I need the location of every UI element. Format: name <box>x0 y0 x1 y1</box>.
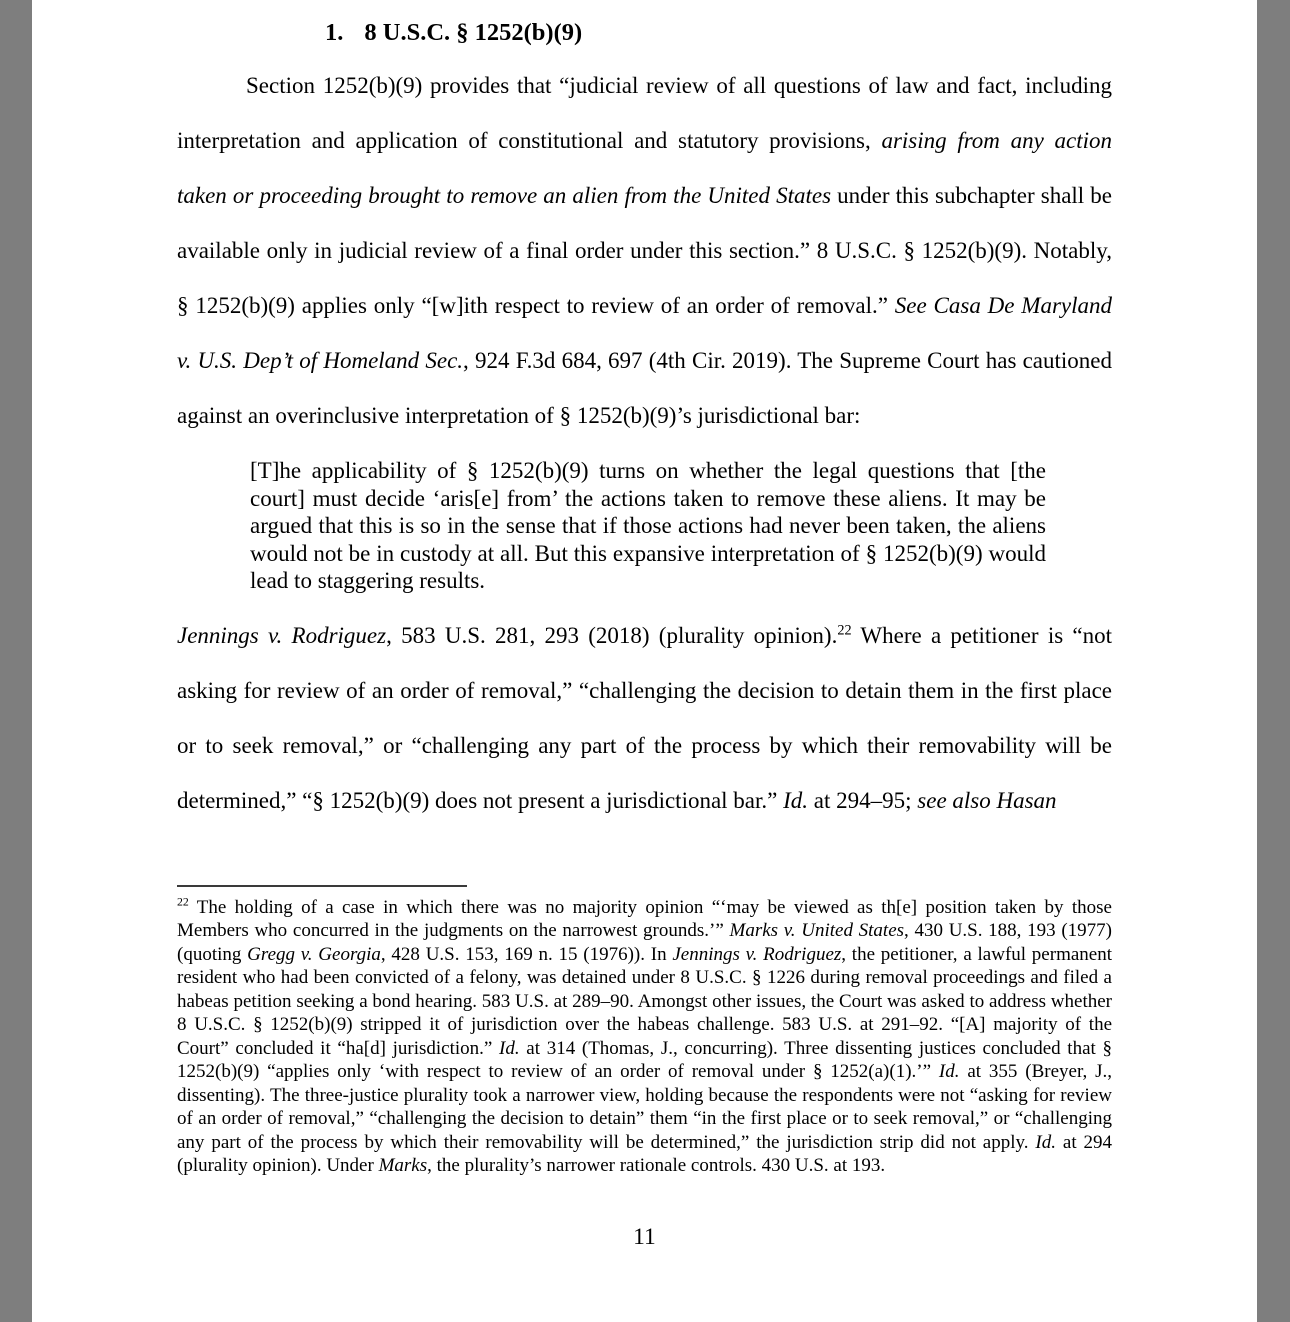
text-run: at 355 (Breyer, J., dissenting). The three-justice plurality took a narrower view, holding because the respondents were not “asking for review of an order of removal,” “challenging the decision to detain” them “in the first place or to seek removal,” or “challenging any part of the process by which their removability will be determined,” the jurisdiction strip did not apply. <box>177 1061 1112 1153</box>
italic-text-run: Jennings v. Rodriguez <box>672 943 842 965</box>
text-run: , 583 U.S. 281, 293 (2018) (plurality opinion). <box>386 622 838 648</box>
body-paragraph-2 <box>177 608 1112 828</box>
footnote-ref: 22 <box>837 621 852 638</box>
text-run: under this subchapter shall be available only in judicial review of a final order under this section.” 8 U.S.C. § 1252(b)(9). Notably, § 1252(b)(9) applies only “[w]ith respect to review of an order of removal.” <box>177 183 1113 318</box>
text-run: , the plurality’s narrower rationale controls. 430 U.S. at 193. <box>427 1155 886 1176</box>
text-run: , 924 F.3d 684, 697 (4th Cir. 2019). The Supreme Court has cautioned against an overinclusive interpretation of § 1252(b)(9)’s jurisdictional bar: <box>177 348 1112 428</box>
italic-text-run: Id. <box>938 1061 960 1082</box>
section-heading-title: 8 U.S.C. § 1252(b)(9) <box>364 19 583 46</box>
text-run: The holding of a case in which there was no majority opinion “‘may be viewed as th[e] position taken by those Members who concurred in the judgments on the narrowest grounds.’” <box>177 896 1112 941</box>
text-run: , 428 U.S. 153, 169 n. 15 (1976)). In <box>380 943 673 965</box>
italic-text-run: Id. <box>499 1037 520 1059</box>
text-run: at 314 (Thomas, J., concurring). Three dissenting justices concluded that § 1252(b)(9) “applies only ‘with respect to review of an order of removal under § 1252(a)(1).’” <box>177 1037 1112 1082</box>
italic-text-run: arising from any action taken or proceeding brought to remove an alien from the United States <box>177 128 1112 208</box>
italic-text-run: see also Hasan <box>917 787 1057 813</box>
italic-text-run: Gregg v. Georgia <box>247 943 381 965</box>
italic-text-run: See Casa De Maryland v. U.S. Dep’t of Homeland Sec. <box>177 293 1112 373</box>
footnote-separator <box>177 885 467 887</box>
text-run: at 294–95; <box>808 787 918 813</box>
body-paragraph-1 <box>177 58 1112 443</box>
text-run: Where a petitioner is “not asking for review of an order of removal,” “challenging the decision to detain them in the first place or to seek removal,” or “challenging any part of the process by which their removability will be determined,” “§ 1252(b)(9) does not present a jurisdictional bar.” <box>177 622 1113 813</box>
section-heading <box>325 18 1112 48</box>
text-run: [T]he applicability of § 1252(b)(9) turns on whether the legal questions that [the court] must decide ‘aris[e] from’ the actions taken to remove these aliens. It may be argued that this is so in the sense that if those actions had never been taken, the aliens would not be in custody at all. But this expansive interpretation of § 1252(b)(9) would lead to staggering results. <box>250 458 1046 593</box>
viewer-left-gutter <box>0 0 32 1322</box>
document-page <box>32 0 1257 1322</box>
viewer-right-gutter <box>1257 0 1290 1322</box>
page-number: 11 <box>633 1223 656 1250</box>
footnote-ref: 22 <box>177 895 189 909</box>
text-run: at 294 (plurality opinion). Under <box>177 1131 1113 1176</box>
italic-text-run: Id. <box>1035 1131 1056 1153</box>
footnote-22 <box>177 896 1112 1178</box>
text-run: Section 1252(b)(9) provides that “judicial review of all questions of law and fact, including interpretation and application of constitutional and statutory provisions, <box>177 73 1112 153</box>
italic-text-run: Marks <box>378 1155 428 1176</box>
text-run: , 430 U.S. 188, 193 (1977) (quoting <box>177 920 1112 965</box>
section-heading-number: 1. <box>325 19 344 46</box>
italic-text-run: Id. <box>783 787 809 813</box>
italic-text-run: Jennings v. Rodriguez <box>177 622 387 648</box>
text-run: , the petitioner, a lawful permanent resident who had been convicted of a felony, was detained under 8 U.S.C. § 1226 during removal proceedings and filed a habeas petition seeking a bond hearing. 583 U.S. at 289–90. Amongst other issues, the Court was asked to address whether 8 U.S.C. § 1252(b)(9) stripped it of jurisdiction over the habeas challenge. 583 U.S. at 291–92. “[A] majority of the Court” concluded it “ha[d] jurisdiction.” <box>177 943 1112 1059</box>
italic-text-run: Marks v. United States <box>729 920 905 941</box>
block-quote <box>250 457 1046 595</box>
